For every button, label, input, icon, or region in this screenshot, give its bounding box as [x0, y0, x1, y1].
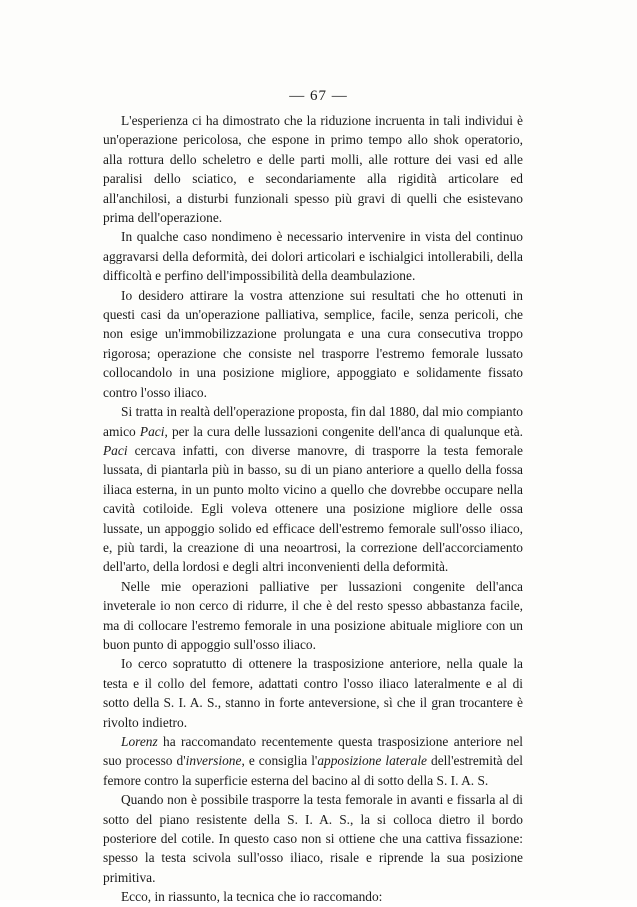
paragraph-3: Io desidero attirare la vostra attenzione sui resultati che ho ottenuti in questi casi da un'operazione palliativa, semplice, facile, senza pericoli, che non esige un'immobilizzazione prolungata e una cura consecutiva troppo rigorosa; operazione che consiste nel trasporre l'estremo femorale lussato collocandolo in una posizione migliore, appoggiato e solidamente fissato contro l'osso iliaco.: [103, 287, 523, 400]
italic-name-paci: Paci: [139, 423, 165, 439]
italic-term: apposizione laterale: [317, 753, 427, 769]
paragraph-9: Ecco, in riassunto, la tecnica che io raccomando:: [121, 889, 383, 905]
text-run: dell'estremità del femore contro la superficie esterna del bacino al di sotto della S. I. A. S.: [103, 753, 524, 788]
italic-name-lorenz: Lorenz: [121, 734, 158, 749]
body-text: [103, 111, 523, 907]
italic-term: inversione: [185, 753, 242, 769]
text-run: , per la cura delle lussazioni congenite dell'anca di qualunque età.: [164, 423, 523, 439]
paragraph-5: Nelle mie operazioni palliative per lussazioni congenite dell'anca inveterale io non cerco di ridurre, il che è del resto spesso abbastanza facile, ma di collocare l'estremo femorale in una posizione abituale migliore con un buon punto di appoggio sull'osso iliaco.: [103, 578, 523, 652]
text-run: cercava infatti, con diverse manovre, di trasporre la testa femorale lussata, di piantarla più in basso, su di un piano anteriore a quello della fossa iliaca esterna, in un punto molto vicino a quello che dovrebbe occupare nella cavità cotiloide. Egli voleva ottenere una posizione migliore delle ossa lussate, un appoggio solido ed efficace dell'estremo femorale sull'osso iliaco, e, più tardi, la creazione di una neoartrosi, la correzione dell'accorciamento dell'arto, della lordosi e degli altri inconvenienti della deformità.: [103, 442, 523, 575]
paragraph-7: [103, 732, 523, 790]
paragraph-6: Io cerco sopratutto di ottenere la trasposizione anteriore, nella quale la testa e il collo del femore, adattati contro l'osso iliaco lateralmente e al di sotto della S. I. A. S., stanno in forte anteversione, sì che il gran trocantere è rivolto indietro.: [103, 656, 523, 730]
text-run: Si tratta in realtà dell'operazione proposta, fin dal 1880, dal mio compianto amico: [103, 404, 523, 439]
paragraph-8: Quando non è possibile trasporre la testa femorale in avanti e fissarla al di sotto del piano resistente della S. I. A. S., la si colloca dietro il bordo posteriore del cotile. In questo caso non si ottiene che una cattiva fissazione: spesso la testa scivola sull'osso iliaco, risale e riprende la sua posizione primitiva.: [103, 792, 523, 885]
page-number: — 67 —: [289, 88, 348, 104]
paragraph-1: L'esperienza ci ha dimostrato che la riduzione incruenta in tali individui è un'operazione pericolosa, che espone in primo tempo allo shok operatorio, alla rottura dello scheletro e delle parti molli, alle rotture dei vasi ed alle paralisi dello sciatico, e secondariamente alla rigidità articolare ed all'anchilosi, a disturbi funzionali spesso più gravi di quelli che esistevano prima dell'operazione.: [103, 113, 523, 226]
paragraph-2: In qualche caso nondimeno è necessario intervenire in vista del continuo aggravarsi della deformità, dei dolori articolari e ischialgici intollerabili, della difficoltà e perfino dell'impossibilità della deambulazione.: [103, 229, 523, 284]
paragraph-4: [103, 402, 523, 577]
text-run: , e consiglia l': [241, 753, 318, 769]
text-run: ha raccomandato recentemente questa trasposizione anteriore nel suo processo d': [103, 734, 523, 769]
italic-name-paci: Paci: [103, 442, 128, 458]
